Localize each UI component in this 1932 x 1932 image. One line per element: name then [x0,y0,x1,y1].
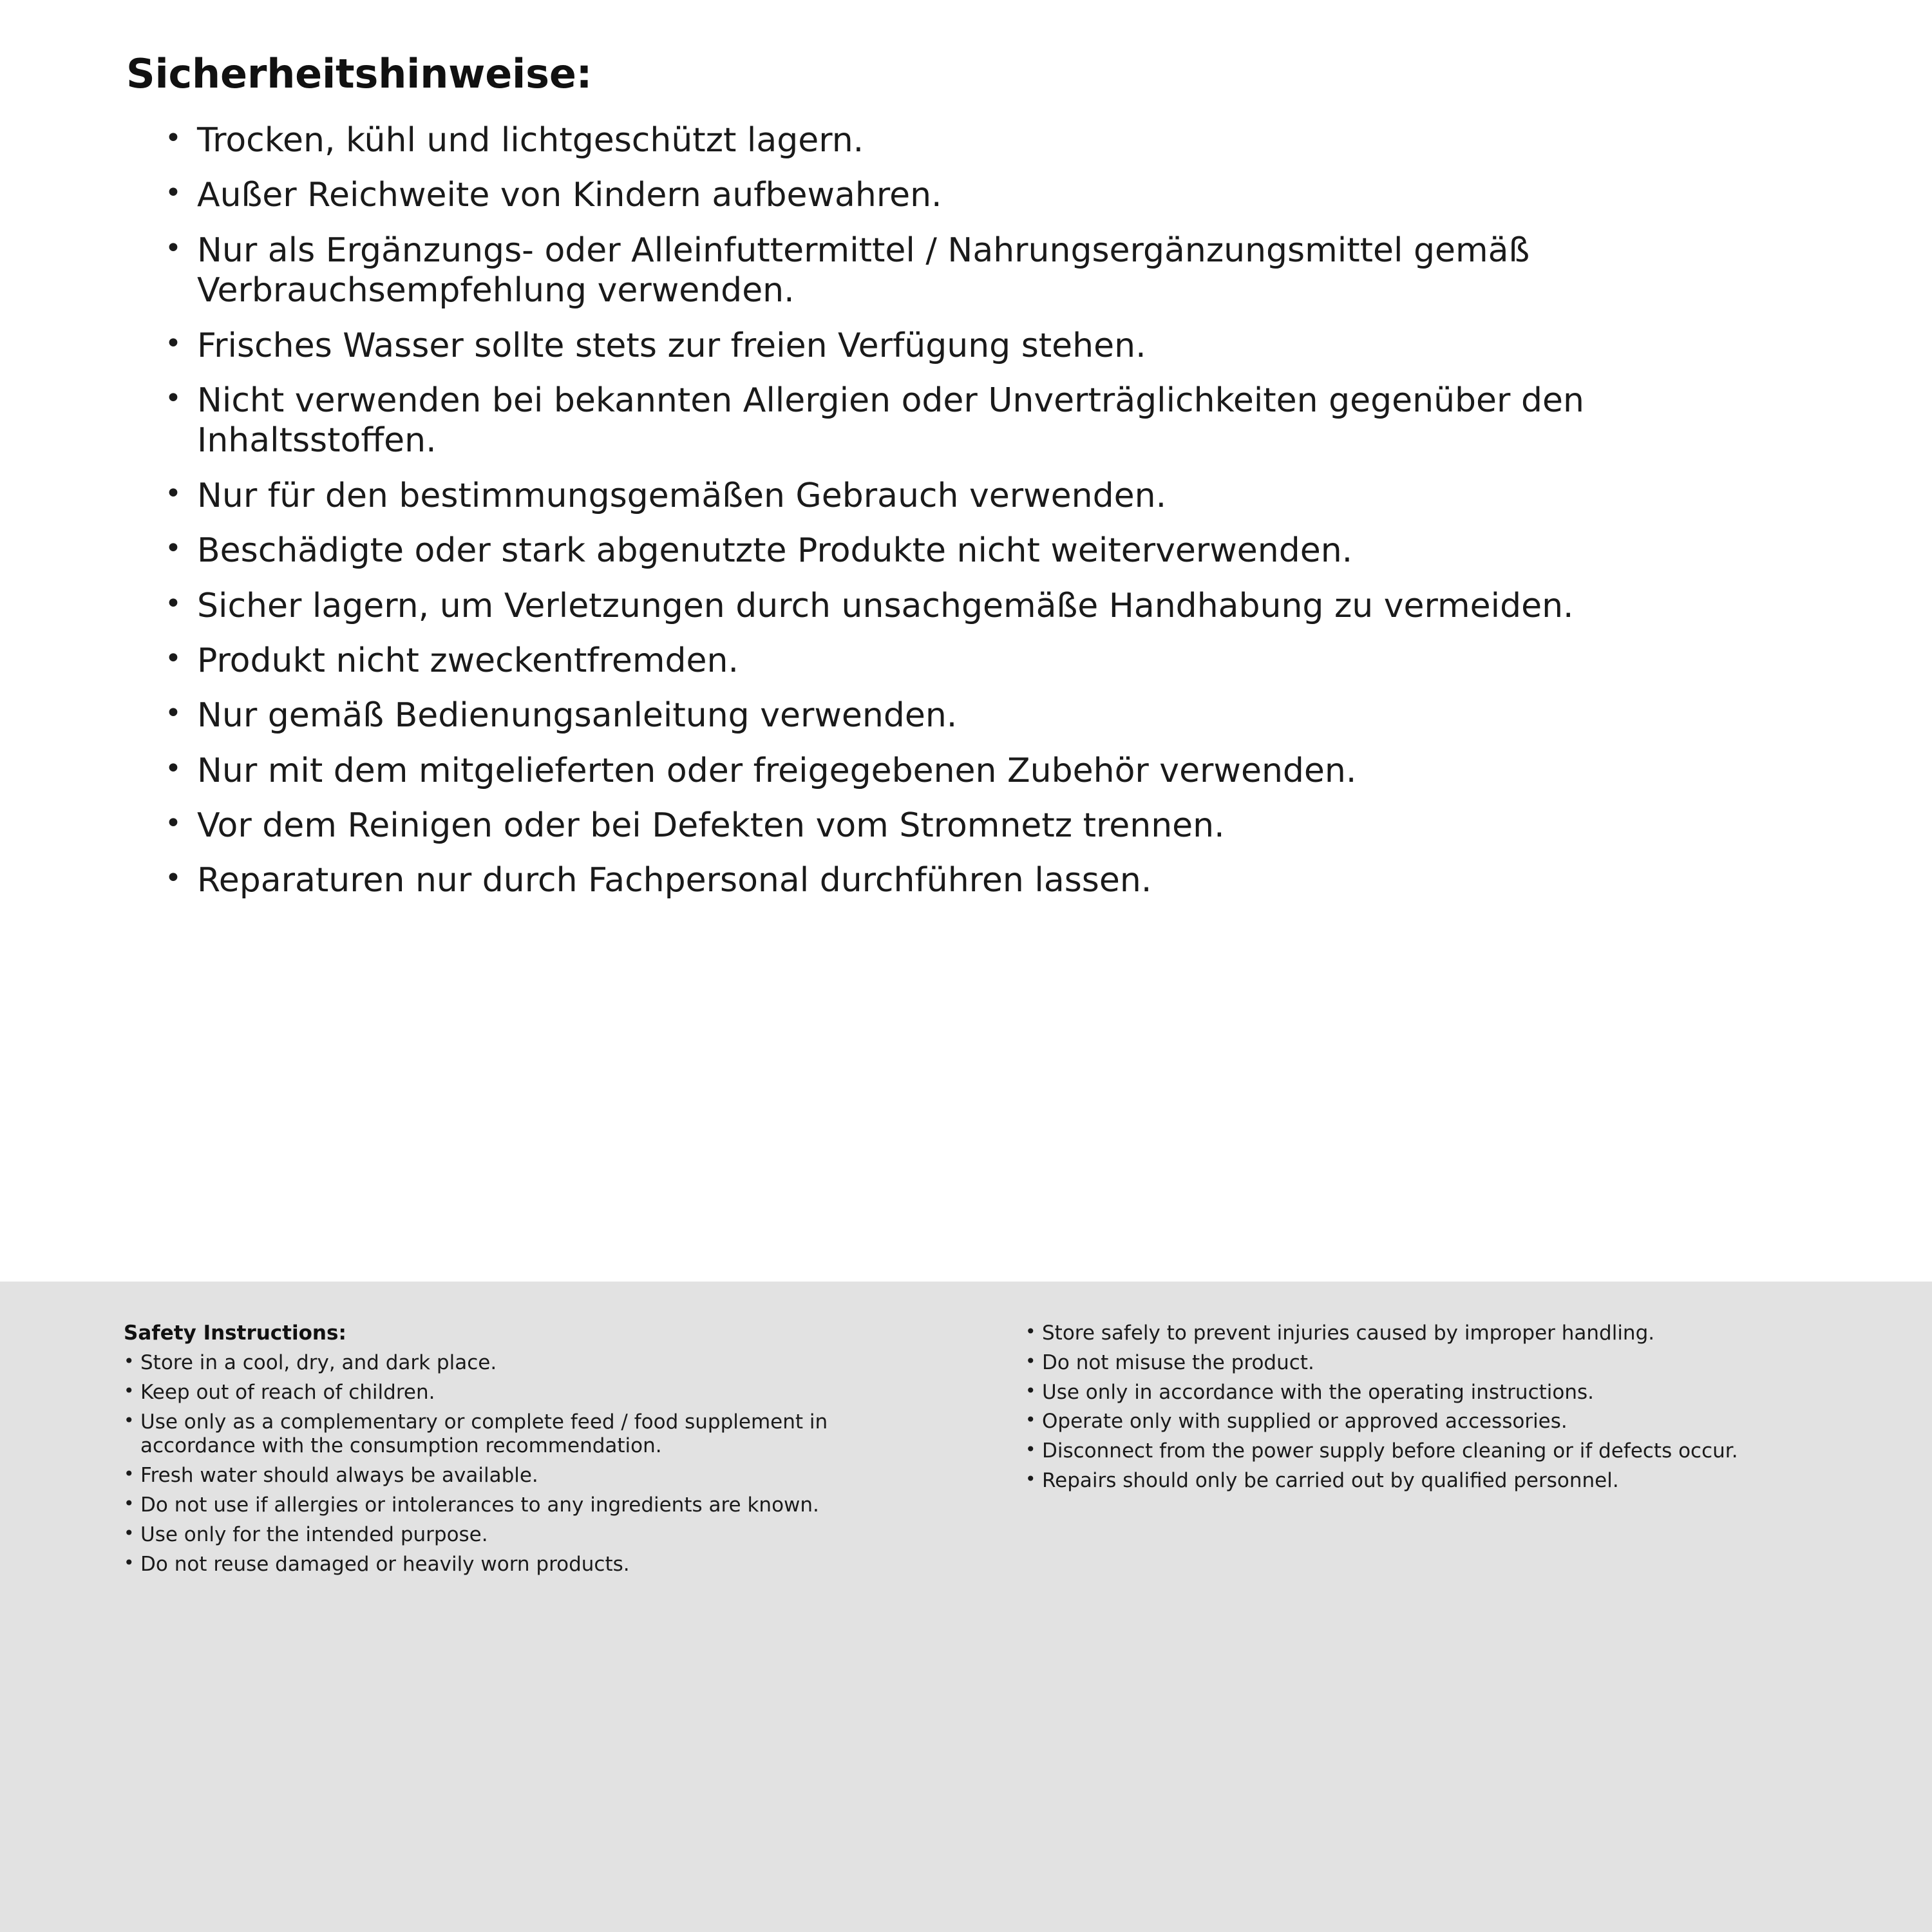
english-safety-list-left [97,1351,934,1577]
list-item: • Do not misuse the product. [1024,1351,1835,1376]
list-item: • Nur mit dem mitgelieferten oder freigegebenen Zubehör verwenden. [160,751,1816,791]
list-item: • Nicht verwenden bei bekannten Allergien oder Unverträglichkeiten gegenüber den Inhaltsstoffen. [160,381,1816,461]
list-item: • Do not reuse damaged or heavily worn products. [122,1553,934,1577]
english-columns [97,1321,1835,1582]
list-item: • Nur gemäß Bedienungsanleitung verwenden. [160,696,1816,735]
german-safety-list [0,120,1932,901]
list-item: • Produkt nicht zweckentfremden. [160,641,1816,681]
list-item: • Operate only with supplied or approved accessories. [1024,1410,1835,1434]
list-item: • Store in a cool, dry, and dark place. [122,1351,934,1376]
german-heading: Sicherheitshinweise: [126,50,592,97]
english-heading: Safety Instructions: [124,1321,346,1345]
english-right-column [998,1321,1835,1499]
list-item: • Repairs should only be carried out by qualified personnel. [1024,1469,1835,1493]
list-item: • Store safely to prevent injuries caused by improper handling. [1024,1321,1835,1346]
list-item: • Disconnect from the power supply before cleaning or if defects occur. [1024,1439,1835,1464]
list-item: • Reparaturen nur durch Fachpersonal durchführen lassen. [160,860,1816,900]
list-item: • Frisches Wasser sollte stets zur freien Verfügung stehen. [160,326,1816,366]
list-item: • Use only as a complementary or complete feed / food supplement in accordance with the consumption recommendation. [122,1410,934,1459]
list-item: • Nur für den bestimmungsgemäßen Gebrauch verwenden. [160,476,1816,516]
english-left-column [97,1321,934,1582]
list-item: • Beschädigte oder stark abgenutzte Produkte nicht weiterverwenden. [160,531,1816,571]
list-item: • Do not use if allergies or intolerances to any ingredients are known. [122,1493,934,1518]
list-item: • Fresh water should always be available. [122,1464,934,1488]
english-safety-section [0,1282,1932,1932]
list-item: • Keep out of reach of children. [122,1381,934,1405]
list-item: • Vor dem Reinigen oder bei Defekten vom Stromnetz trennen. [160,806,1816,846]
list-item: • Use only in accordance with the operating instructions. [1024,1381,1835,1405]
list-item: • Trocken, kühl und lichtgeschützt lagern. [160,120,1816,160]
list-item: • Nur als Ergänzungs- oder Alleinfuttermittel / Nahrungsergänzungsmittel gemäß Verbrauchsempfehlung verwenden. [160,231,1816,311]
list-item: • Außer Reichweite von Kindern aufbewahren. [160,175,1816,215]
list-item: • Sicher lagern, um Verletzungen durch unsachgemäße Handhabung zu vermeiden. [160,586,1816,626]
list-item: • Use only for the intended purpose. [122,1523,934,1548]
english-safety-list-right [998,1321,1835,1493]
